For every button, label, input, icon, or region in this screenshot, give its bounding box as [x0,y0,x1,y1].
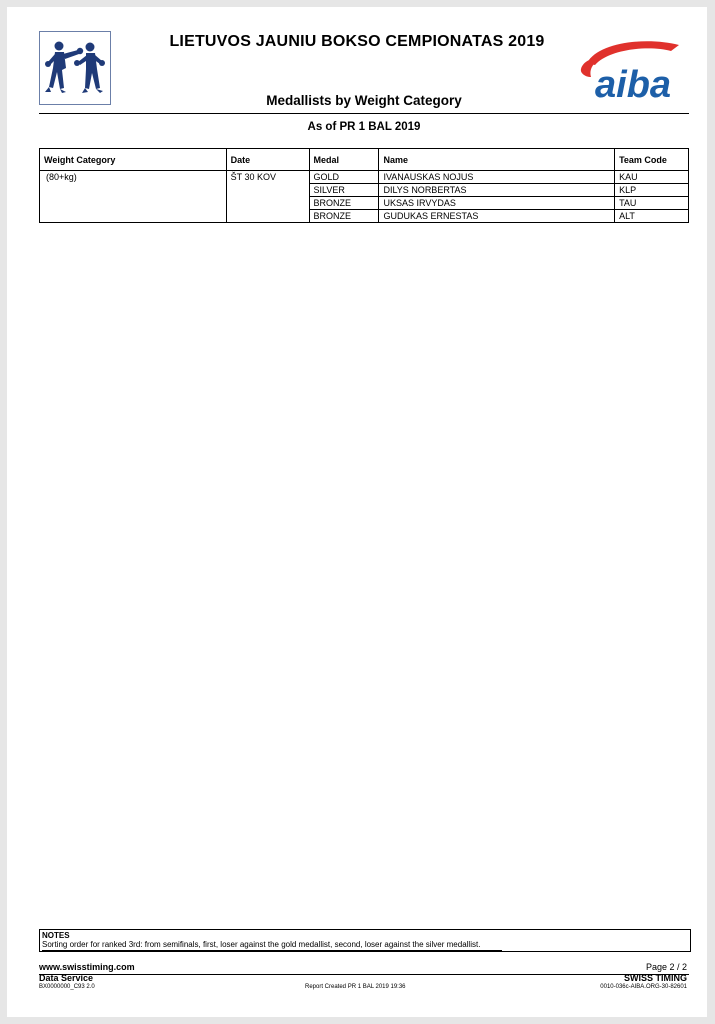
medal-cell: BRONZE [309,210,379,223]
footer-page-number: Page 2 / 2 [645,962,687,972]
team-code-cell: TAU [615,197,689,210]
column-header-medal: Medal [309,149,379,171]
table-header-row [40,149,689,171]
notes-text: Sorting order for ranked 3rd: from semifinals, first, loser against the gold medallist, second, loser against the silver medallist. [42,940,502,951]
footer-company: SWISS TIMING [624,973,687,983]
column-header-weight-category: Weight Category [40,149,227,171]
table-row [40,171,689,184]
header-divider [39,113,689,114]
name-cell: DILYS NORBERTAS [379,184,615,197]
document-page [7,7,707,1017]
as-of-date: As of PR 1 BAL 2019 [307,121,421,133]
name-cell: GUDUKAS ERNESTAS [379,210,615,223]
medal-cell: SILVER [309,184,379,197]
championship-title: LIETUVOS JAUNIU BOKSO CEMPIONATAS 2019 [169,33,545,50]
name-cell: UKSAS IRVYDAS [379,197,615,210]
medallists-table [39,148,689,223]
team-code-cell: KLP [615,184,689,197]
medal-cell: BRONZE [309,197,379,210]
report-subtitle: Medallists by Weight Category [266,93,462,108]
notes-box [39,929,691,952]
aiba-logo-text: aiba [595,64,672,103]
team-code-cell: ALT [615,210,689,223]
footer-website[interactable]: www.swisstiming.com [39,962,135,972]
footer-report-created: Report Created PR 1 BAL 2019 19:36 [305,984,406,990]
footer-data-service: Data Service [39,973,94,983]
name-cell: IVANAUSKAS NOJUS [379,171,615,184]
footer-reference: 0010-036c-AIBA.ORG-30-82601 [600,984,687,990]
column-header-team-code: Team Code [615,149,689,171]
boxing-event-logo [39,31,111,105]
column-header-date: Date [226,149,309,171]
footer-divider [39,974,689,975]
medal-cell: GOLD [309,171,379,184]
team-code-cell: KAU [615,171,689,184]
footer-code: BX0000000_C93 2.0 [39,984,95,990]
weight-category-cell: (80+kg) [40,171,227,223]
date-cell: ŠT 30 KOV [226,171,309,223]
notes-heading: NOTES [42,931,70,940]
column-header-name: Name [379,149,615,171]
